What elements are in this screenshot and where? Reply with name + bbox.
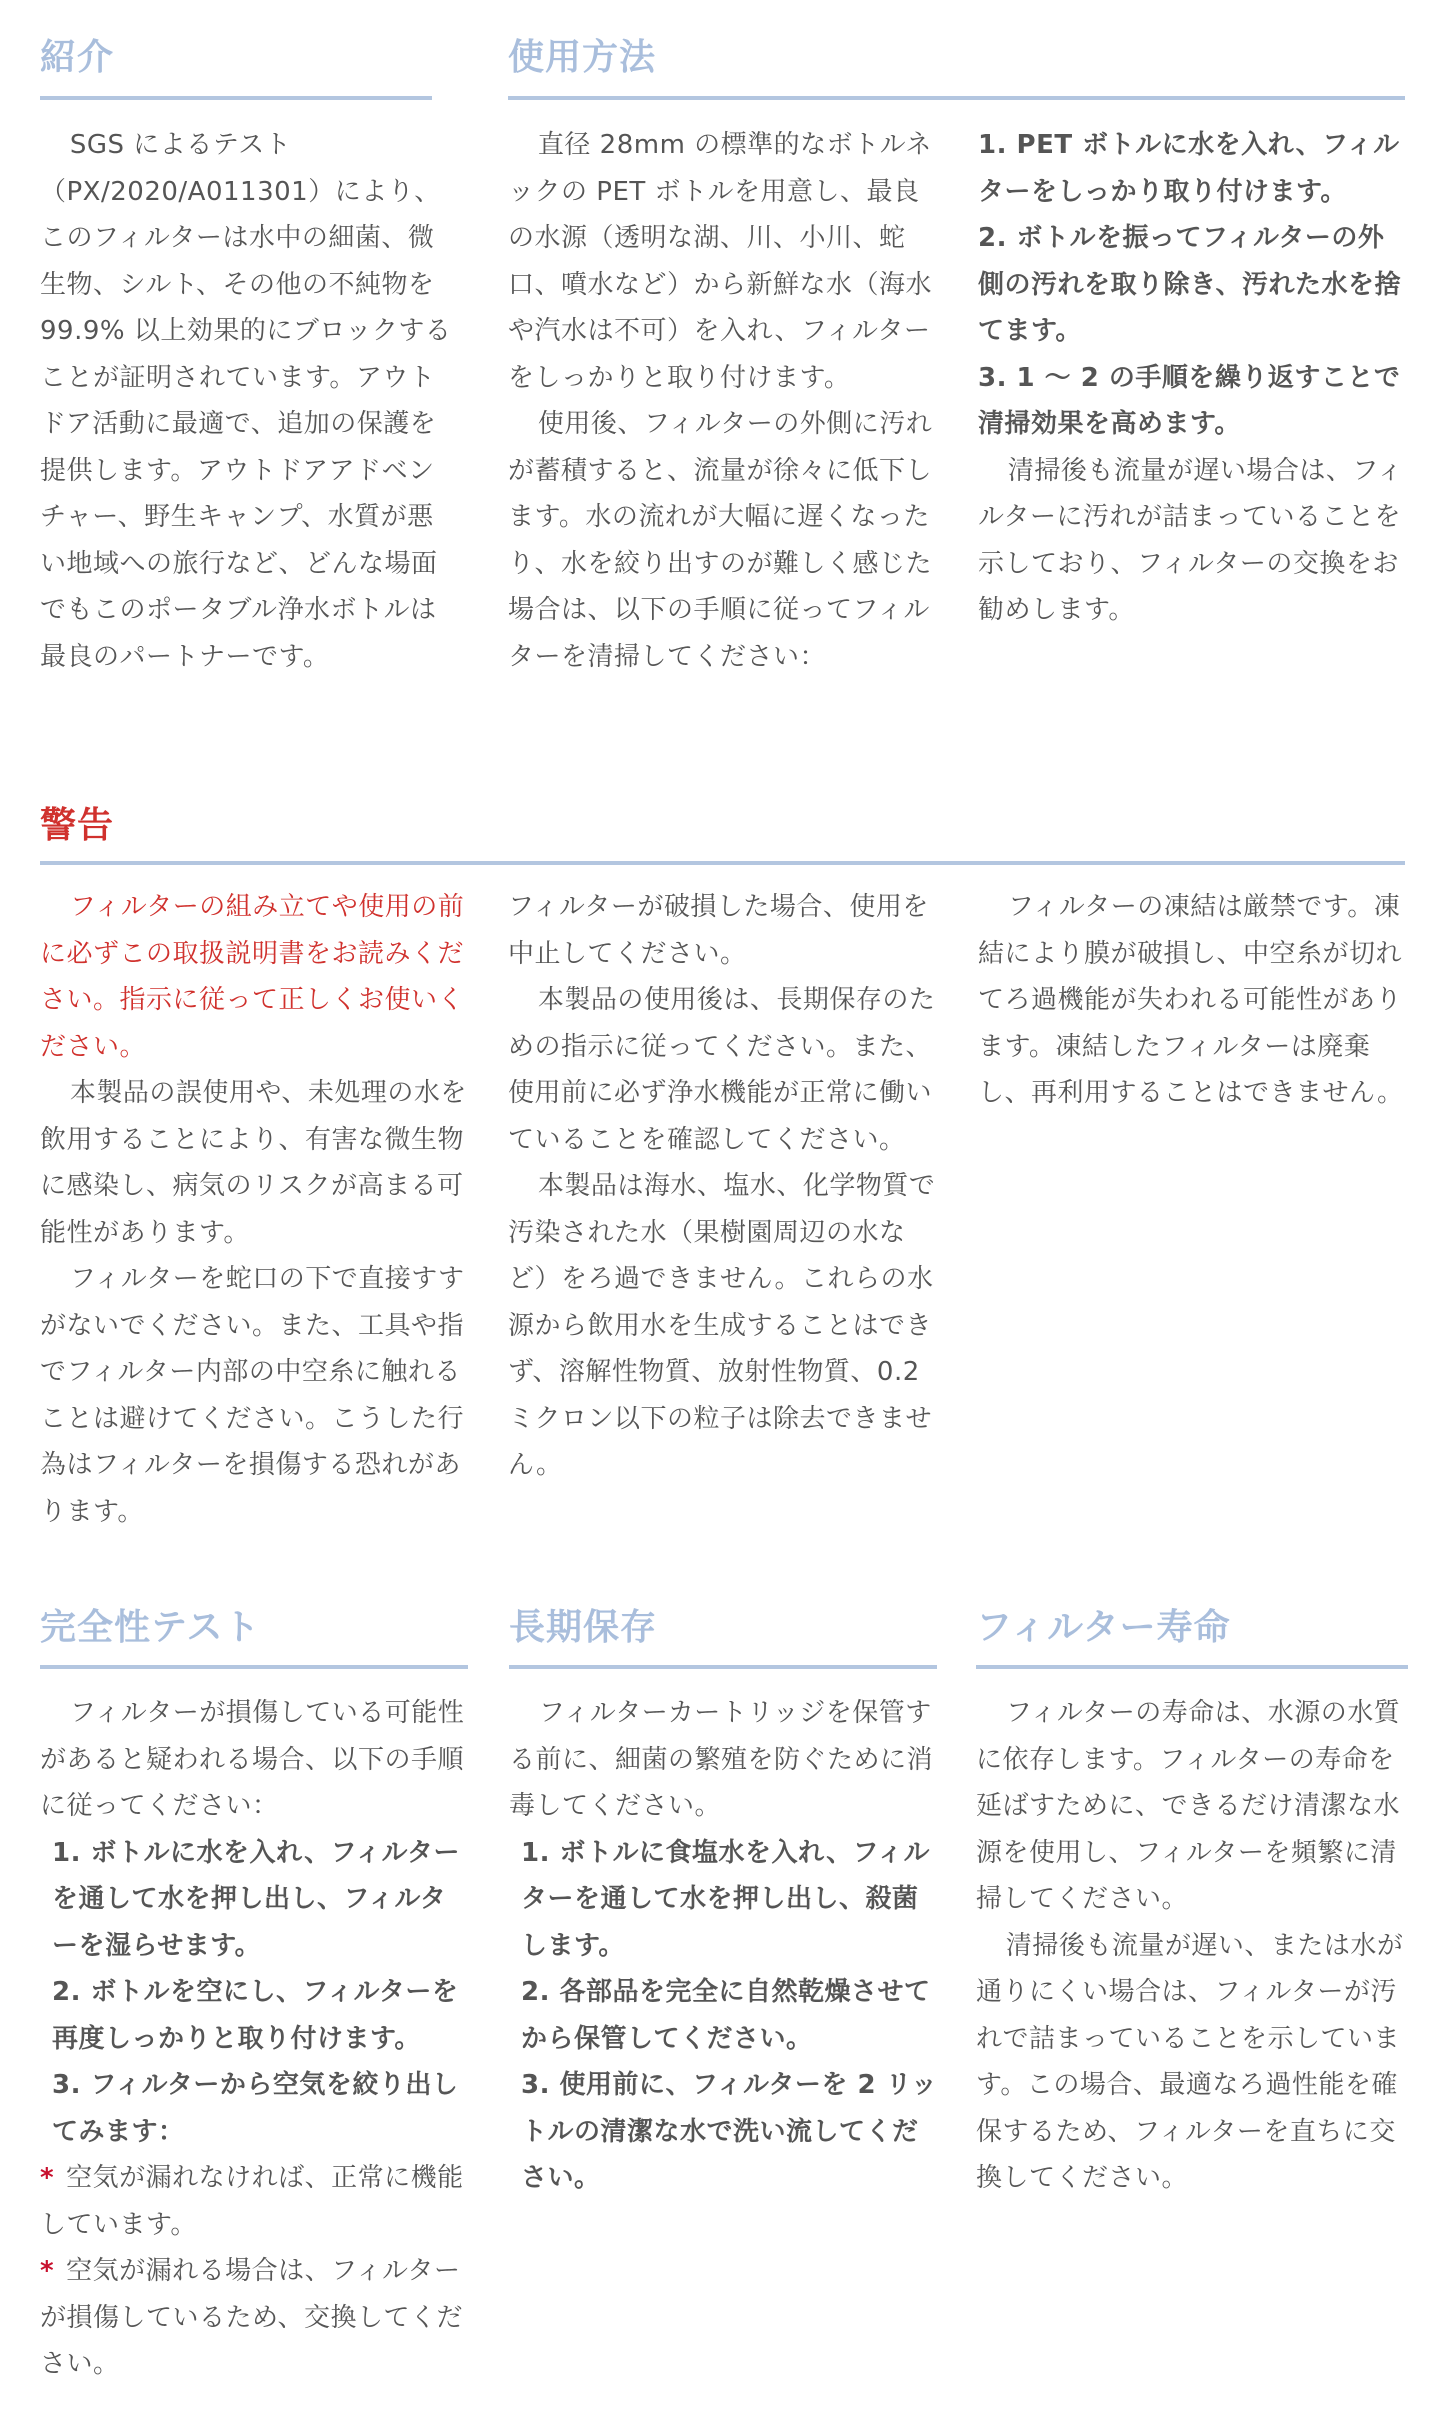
lifespan-heading: フィルター寿命 [976,1607,1231,1648]
integrity-bullet-text: 空気が漏れる場合は、フィルターが損傷しているため、交換してください。 [40,2256,463,2379]
integrity-bullet [40,2155,470,2248]
warning-paragraph: 本製品の使用後は、長期保存のための指示に従ってください。また、使用前に必ず浄水機能が正常に働いていることを確認してください。 [508,985,936,1155]
usage-divider [508,96,1405,100]
usage-body-col1 [508,122,938,680]
usage-step-2: 2. ボトルを振ってフィルターの外側の汚れを取り除き、汚れた水を捨てます。 [978,223,1401,346]
warning-body-col3 [978,884,1408,1117]
integrity-bullet-text: 空気が漏れなければ、正常に機能しています。 [40,2163,464,2240]
usage-step-3: 3. 1 ～ 2 の手順を繰り返すことで清掃効果を高めます。 [978,362,1401,439]
integrity-bullet [40,2248,470,2388]
storage-body [509,1690,939,2202]
intro-paragraph: SGS によるテスト（PX/2020/A011301）により、このフィルターは水中の細菌、微生物、シルト、その他の不純物を 99.9% 以上効果的にブロックすることが証明されています。アウトドア活動に最適で、追加の保護を提供します。アウトドアアドベンチャー、野生キャンプ、水質が悪い地域への旅行など、どんな場面でもこのポータブル浄水ボトルは最良のパートナーです。 [40,130,452,672]
integrity-step-1: 1. ボトルに水を入れ、フィルターを通して水を押し出し、フィルターを湿らせます。 [52,1837,460,1961]
storage-intro: フィルターカートリッジを保管する前に、細菌の繁殖を防ぐために消毒してください。 [509,1698,934,1821]
warning-paragraph: フィルターを蛇口の下で直接すすがないでください。また、工具や指でフィルター内部の中空糸に触れることは避けてください。こうした行為はフィルターを損傷する恐れがあります。 [40,1264,465,1527]
usage-step-1: 1. PET ボトルに水を入れ、フィルターをしっかり取り付けます。 [978,130,1400,207]
storage-step-2: 2. 各部品を完全に自然乾燥させてから保管してください。 [521,1977,931,2054]
storage-divider [509,1665,937,1669]
storage-step-1: 1. ボトルに食塩水を入れ、フィルターを通して水を押し出し、殺菌します。 [521,1837,930,1961]
warning-body-col1 [40,884,470,1535]
storage-heading: 長期保存 [509,1607,658,1648]
lifespan-body [976,1690,1408,2202]
lifespan-paragraph: フィルターの寿命は、水源の水質に依存します。フィルターの寿命を延ばすために、できるだけ清潔な水源を使用し、フィルターを頻繁に清掃してください。 [976,1698,1401,1914]
integrity-heading: 完全性テスト [40,1607,261,1648]
warning-highlight: フィルターの組み立てや使用の前に必ずこの取扱説明書をお読みください。指示に従って正しくお使いください。 [40,892,465,1062]
warning-divider [40,861,1405,865]
usage-heading: 使用方法 [508,37,657,78]
warning-heading: 警告 [40,805,115,846]
usage-paragraph: 直径 28mm の標準的なボトルネックの PET ボトルを用意し、最良の水源（透明な湖、川、小川、蛇口、噴水など）から新鮮な水（海水や汽水は不可）を入れ、フィルターをしっかりと取り付けます。 [508,130,933,393]
usage-paragraph: 使用後、フィルターの外側に汚れが蓄積すると、流量が徐々に低下します。水の流れが大幅に遅くなったり、水を絞り出すのが難しく感じた場合は、以下の手順に従ってフィルターを清掃してください： [508,409,933,672]
warning-paragraph: 本製品は海水、塩水、化学物質で汚染された水（果樹園周辺の水など）をろ過できません。これらの水源から飲用水を生成することはできず、溶解性物質、放射性物質、0.2 ミクロン以下の粒子は除去できません。 [508,1171,936,1480]
warning-paragraph: 本製品の誤使用や、未処理の水を飲用することにより、有害な微生物に感染し、病気のリスクが高まる可能性があります。 [40,1078,467,1248]
intro-heading: 紹介 [40,37,115,78]
integrity-step-3: 3. フィルターから空気を絞り出してみます： [52,2070,459,2147]
integrity-intro: フィルターが損傷している可能性があると疑われる場合、以下の手順に従ってください： [40,1698,465,1821]
asterisk-icon: * [40,2256,55,2286]
integrity-divider [40,1665,468,1669]
lifespan-paragraph: 清掃後も流量が遅い、または水が通りにくい場合は、フィルターが汚れで詰まっていることを示しています。この場合、最適なろ過性能を確保するため、フィルターを直ちに交換してください。 [976,1930,1404,2193]
integrity-body [40,1690,470,2388]
lifespan-divider [976,1665,1408,1669]
warning-paragraph: フィルターが破損した場合、使用を中止してください。 [508,892,929,969]
usage-note: 清掃後も流量が遅い場合は、フィルターに汚れが詰まっていることを示しており、フィルターの交換をお勧めします。 [978,455,1404,625]
warning-body-col2 [508,884,940,1489]
warning-paragraph: フィルターの凍結は厳禁です。凍結により膜が破損し、中空糸が切れてろ過機能が失われる可能性があります。凍結したフィルターは廃棄し、再利用することはできません。 [978,892,1404,1108]
intro-body [40,122,460,680]
usage-body-col2 [978,122,1408,634]
asterisk-icon: * [40,2163,55,2193]
storage-step-3: 3. 使用前に、フィルターを 2 リットルの清潔な水で洗い流してください。 [521,2070,938,2193]
integrity-step-2: 2. ボトルを空にし、フィルターを再度しっかりと取り付けます。 [52,1977,459,2054]
intro-divider [40,96,432,100]
